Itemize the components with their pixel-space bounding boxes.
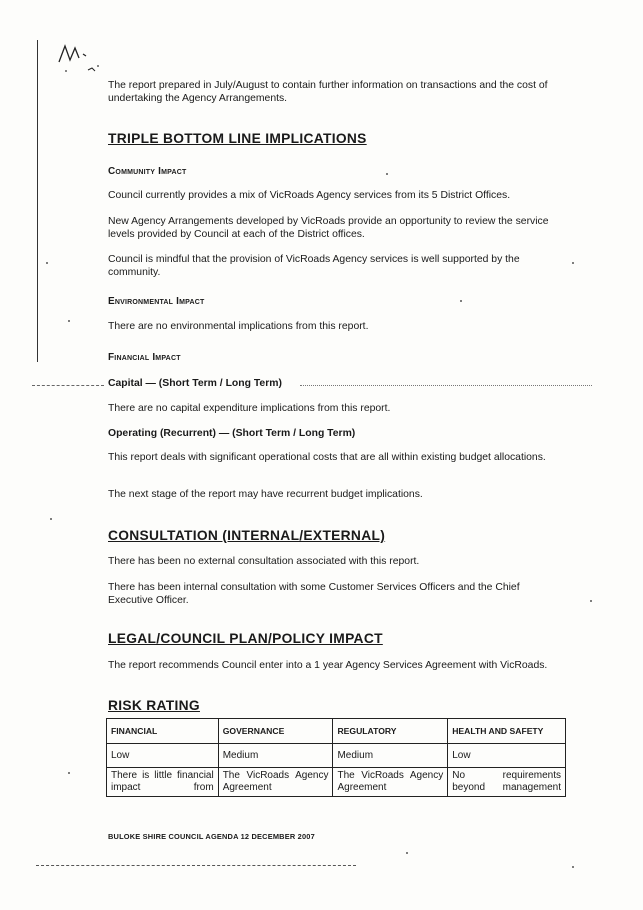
scan-speck: [386, 173, 388, 175]
community-paragraph-3: Council is mindful that the provision of VicRoads Agency services is well supported by the community.: [108, 254, 520, 278]
scan-speck: [46, 262, 48, 264]
scan-speck: [68, 772, 70, 774]
table-header-row: [107, 719, 566, 744]
community-impact-heading: Community Impact: [108, 166, 187, 177]
legal-paragraph: The report recommends Council enter into a 1 year Agency Services Agreement with VicRoads.: [108, 660, 548, 671]
column-header: HEALTH AND SAFETY: [448, 719, 566, 744]
handwritten-initial-mark: [56, 40, 112, 82]
scan-speck: [460, 300, 462, 302]
risk-rating-heading: RISK RATING: [108, 698, 200, 713]
note-cell: The VicRoads Agency Agreement: [333, 768, 448, 797]
note-cell: There is little financial impact from: [107, 768, 219, 797]
capital-paragraph: There are no capital expenditure implications from this report.: [108, 403, 391, 414]
operating-paragraph: This report deals with significant operational costs that are all within existing budget allocations.: [108, 452, 546, 463]
scan-dash-line: [36, 865, 356, 866]
column-header: FINANCIAL: [107, 719, 219, 744]
scan-speck: [590, 600, 592, 602]
page-footer: BULOKE SHIRE COUNCIL AGENDA 12 DECEMBER 2007: [108, 832, 315, 841]
environmental-paragraph: There are no environmental implications from this report.: [108, 321, 369, 332]
scan-dash-line: [32, 385, 104, 386]
consultation-paragraph-1: There has been no external consultation associated with this report.: [108, 556, 420, 567]
note-cell: No requirements beyond management: [448, 768, 566, 797]
consultation-heading: CONSULTATION (INTERNAL/EXTERNAL): [108, 528, 386, 543]
intro-paragraph: The report prepared in July/August to contain further information on transactions and the cost of undertaking the Agency Arrangements.: [108, 80, 548, 104]
legal-heading: LEGAL/COUNCIL PLAN/POLICY IMPACT: [108, 631, 383, 646]
scan-speck: [572, 866, 574, 868]
table-row: [107, 744, 566, 768]
next-stage-paragraph: The next stage of the report may have recurrent budget implications.: [108, 489, 423, 500]
rating-cell: Low: [448, 744, 566, 768]
community-paragraph-1: Council currently provides a mix of VicRoads Agency services from its 5 District Offices.: [108, 190, 511, 201]
consultation-paragraph-2: There has been internal consultation with some Customer Services Officers and the Chief Executive Officer.: [108, 582, 520, 606]
scan-speck: [50, 518, 52, 520]
scan-speck: [406, 852, 408, 854]
risk-rating-table: [106, 718, 566, 797]
environmental-impact-heading: Environmental Impact: [108, 296, 205, 307]
margin-line: [37, 40, 38, 362]
scan-speck: [572, 262, 574, 264]
capital-label: Capital — (Short Term / Long Term): [108, 378, 282, 389]
column-header: GOVERNANCE: [218, 719, 333, 744]
community-paragraph-2: New Agency Arrangements developed by VicRoads provide an opportunity to review the service levels provided by Council at each of the District offices.: [108, 216, 549, 240]
table-row: [107, 768, 566, 797]
rating-cell: Medium: [218, 744, 333, 768]
scan-speck: [68, 320, 70, 322]
operating-label: Operating (Recurrent) — (Short Term / Long Term): [108, 428, 356, 439]
rating-cell: Medium: [333, 744, 448, 768]
financial-impact-heading: Financial Impact: [108, 352, 181, 363]
rating-cell: Low: [107, 744, 219, 768]
tbl-heading: TRIPLE BOTTOM LINE IMPLICATIONS: [108, 131, 367, 146]
column-header: REGULATORY: [333, 719, 448, 744]
note-cell: The VicRoads Agency Agreement: [218, 768, 333, 797]
